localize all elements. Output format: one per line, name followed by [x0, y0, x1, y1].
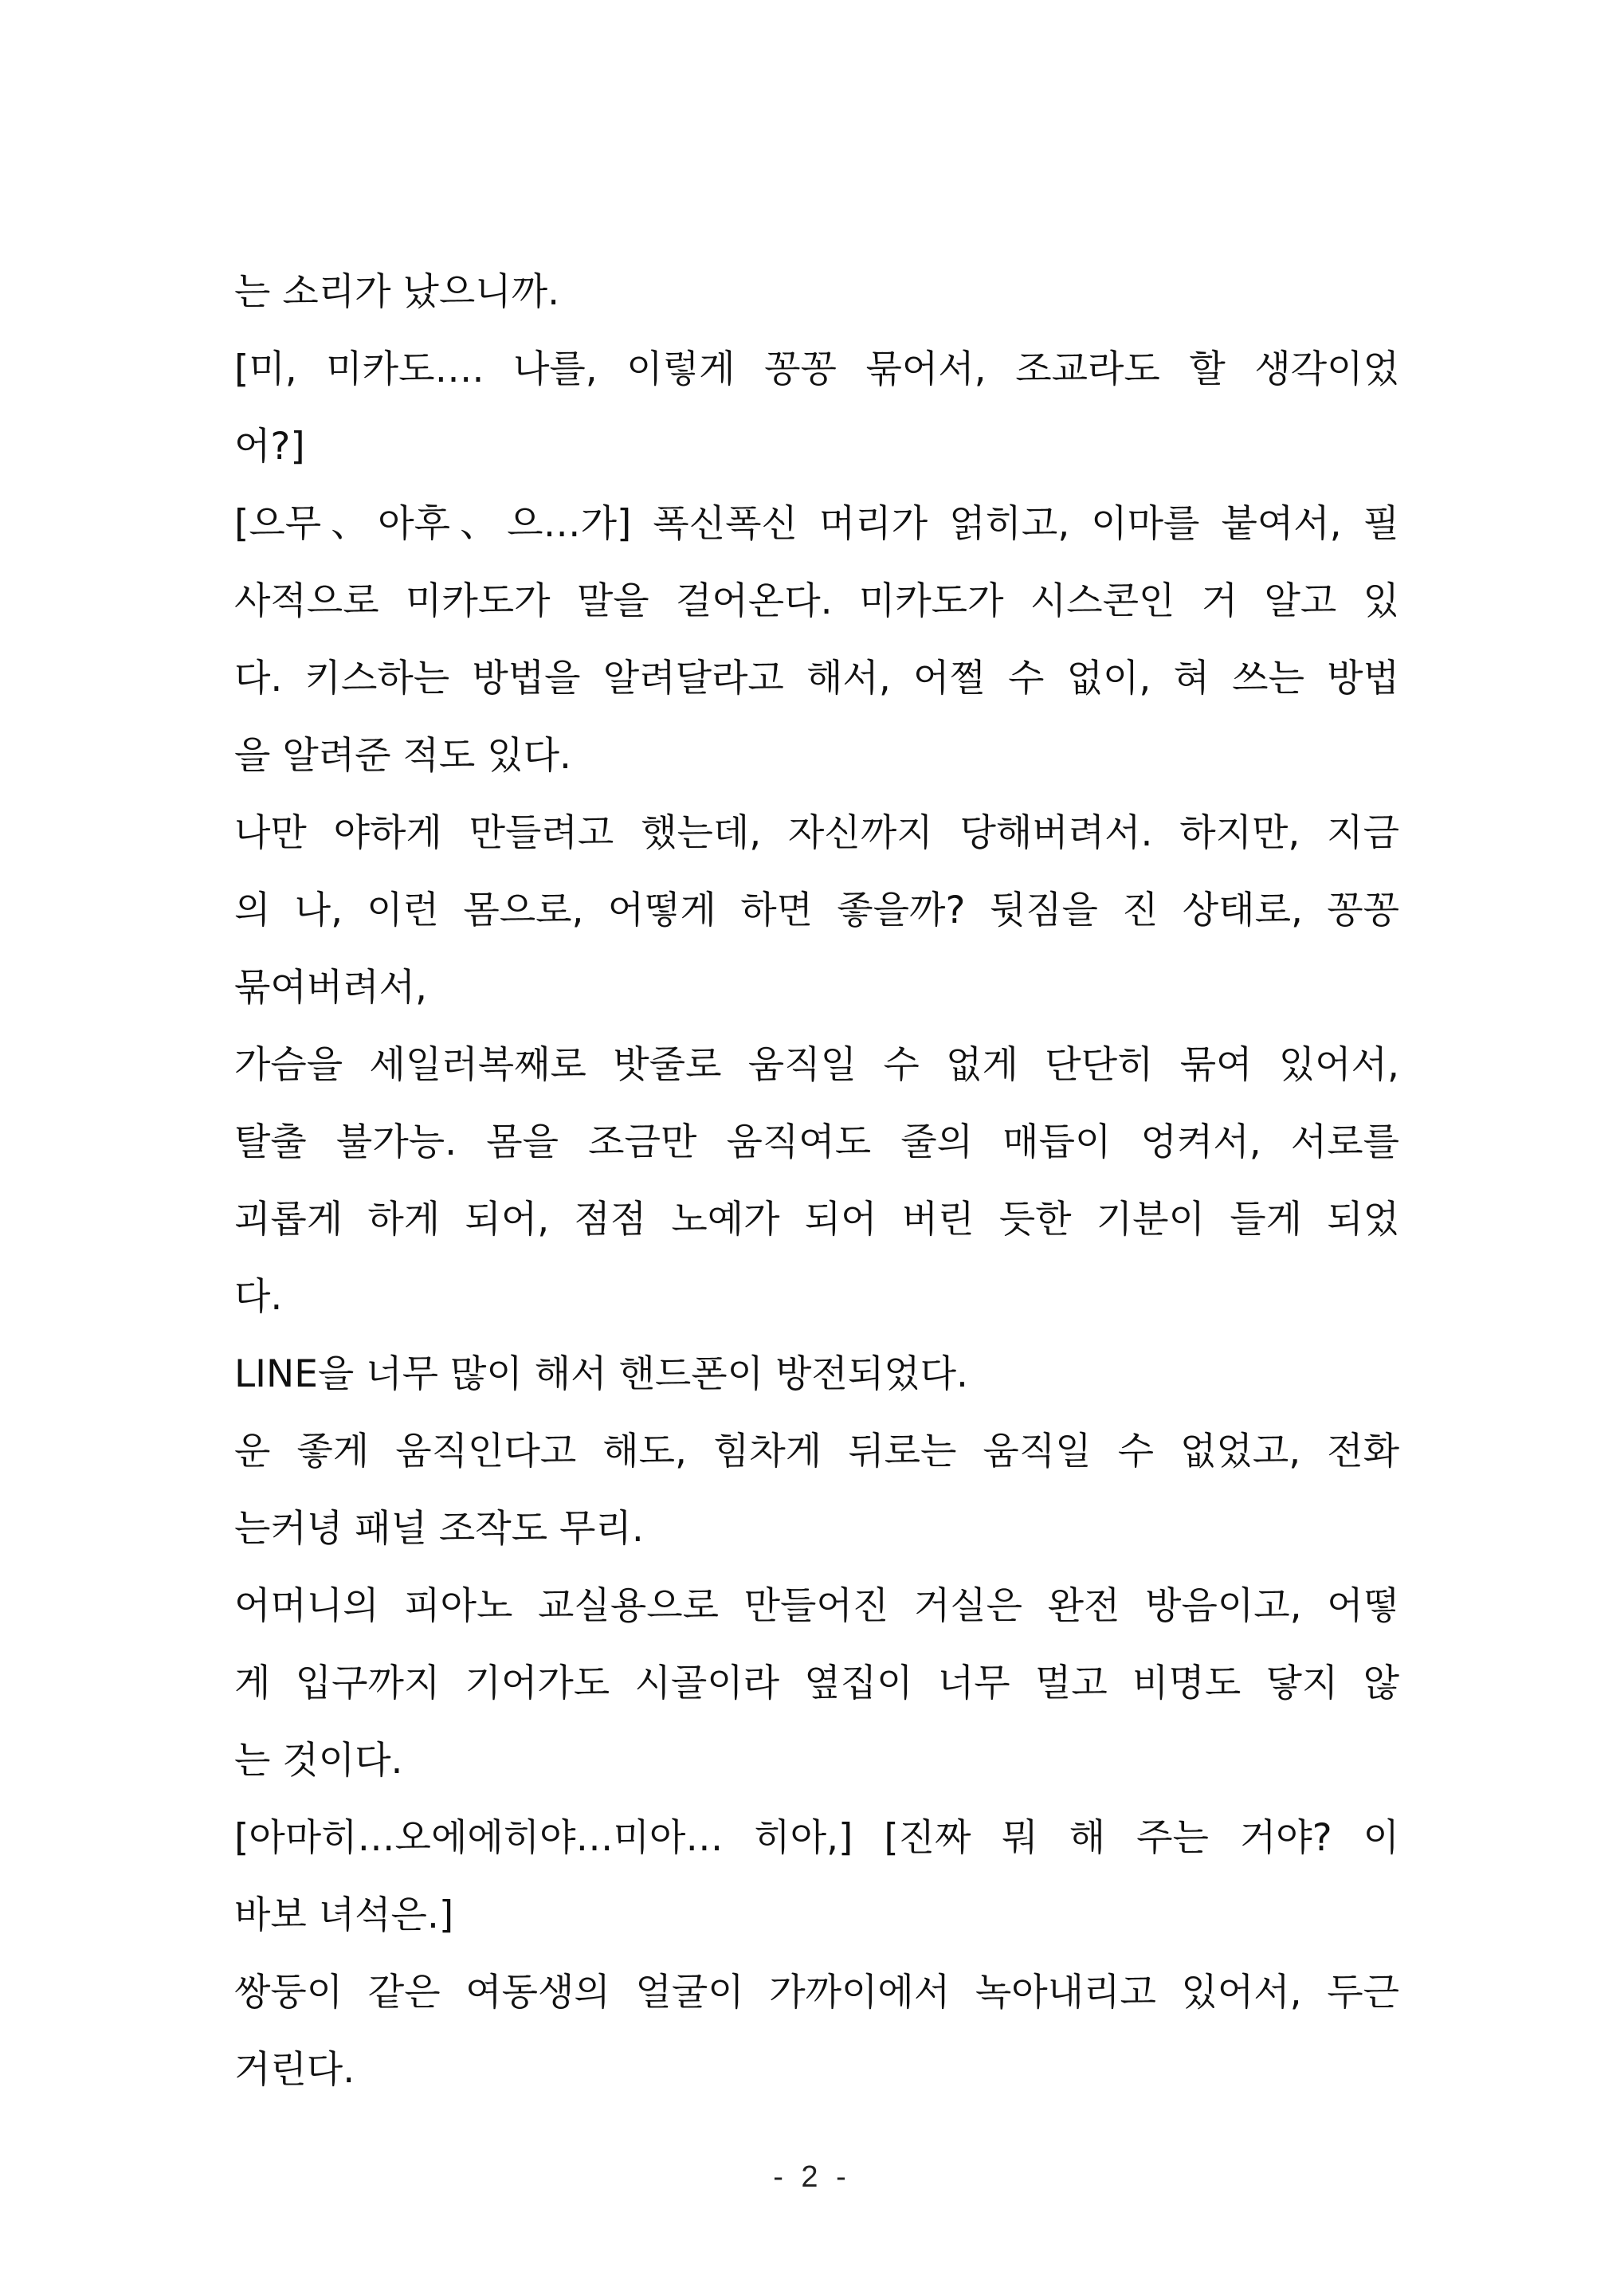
- text-line: 다. 키스하는 방법을 알려달라고 해서, 어쩔 수 없이, 혀 쓰는 방법: [234, 657, 1399, 700]
- text-line: 괴롭게 하게 되어, 점점 노예가 되어 버린 듯한 기분이 들게 되었: [234, 1198, 1399, 1242]
- text-line: 탈출 불가능. 몸을 조금만 움직여도 줄의 매듭이 엉켜서, 서로를: [234, 1120, 1399, 1164]
- text-line: 운 좋게 움직인다고 해도, 힘차게 뒤로는 움직일 수 없었고, 전화: [234, 1430, 1399, 1473]
- text-line: 묶여버려서,: [234, 966, 427, 1010]
- text-line: 는 소리가 났으니까.: [234, 270, 560, 314]
- text-line: [미, 미카도…. 나를, 이렇게 꽁꽁 묶어서, 조교라도 할 생각이었: [234, 347, 1399, 391]
- text-line: 는커녕 패널 조작도 무리.: [234, 1507, 644, 1551]
- text-line: [으무、아후、으…가] 폭신폭신 머리가 얽히고, 이마를 붙여서, 필: [234, 502, 1399, 546]
- text-line: 어머니의 피아노 교실용으로 만들어진 거실은 완전 방음이고, 어떻: [234, 1584, 1399, 1628]
- text-line: 가슴을 세일러복째로 밧줄로 움직일 수 없게 단단히 묶여 있어서,: [234, 1043, 1399, 1087]
- body-text: [234, 253, 1399, 2109]
- text-line: 는 것이다.: [234, 1739, 403, 1783]
- text-line: 나만 야하게 만들려고 했는데, 자신까지 당해버려서. 하지만, 지금: [234, 811, 1399, 855]
- text-line: 거린다.: [234, 2048, 355, 2092]
- text-line: LINE을 너무 많이 해서 핸드폰이 방전되었다.: [234, 1352, 968, 1396]
- page-number: - 2 -: [773, 2160, 851, 2194]
- text-line: 사적으로 미카도가 말을 걸어온다. 미카도가 시스콘인 거 알고 있: [234, 579, 1399, 623]
- text-line: [아마히…오에에히야…미아… 히아,] [진짜 뭐 해 주는 거야? 이: [234, 1816, 1399, 1860]
- text-line: 을 알려준 적도 있다.: [234, 734, 571, 778]
- text-line: 다.: [234, 1275, 283, 1319]
- text-line: 쌍둥이 같은 여동생의 얼굴이 가까이에서 녹아내리고 있어서, 두근: [234, 1971, 1399, 2014]
- text-line: 게 입구까지 기어가도 시골이라 옆집이 너무 멀고 비명도 닿지 않: [234, 1661, 1399, 1705]
- text-line: 어?]: [234, 425, 305, 469]
- text-line: 바보 녀석은.]: [234, 1893, 454, 1937]
- text-line: 의 나, 이런 몸으로, 어떻게 하면 좋을까? 뒷짐을 진 상태로, 꽁꽁: [234, 889, 1399, 932]
